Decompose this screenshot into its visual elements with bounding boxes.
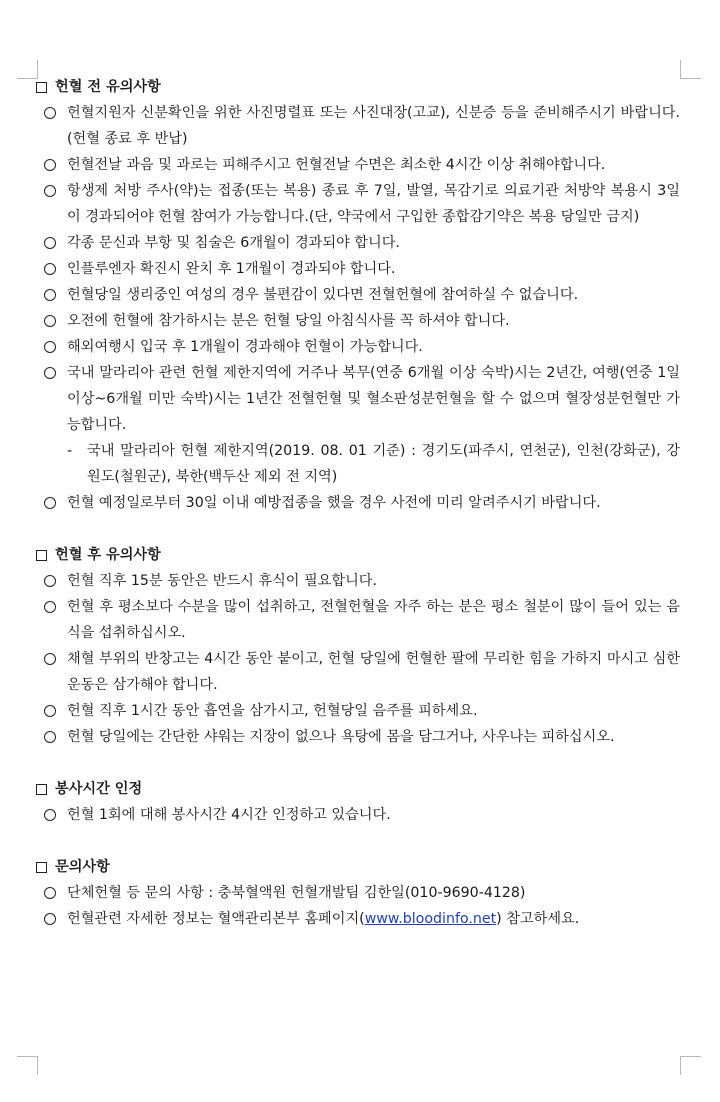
- section-heading: [36, 542, 680, 568]
- list-item: [36, 490, 680, 516]
- list-item-text: 해외여행시 입국 후 1개월이 경과해야 헌혈이 가능합니다.: [67, 339, 423, 355]
- section-before-donation: [36, 74, 680, 516]
- section-heading: [36, 776, 680, 802]
- list-item: [36, 360, 680, 438]
- list-item: [36, 568, 680, 594]
- circle-bullet-icon: [44, 497, 56, 509]
- homepage-info-text: [67, 906, 680, 932]
- list-item: [36, 100, 680, 152]
- section-heading: [36, 854, 680, 880]
- list-item-text: 헌혈 당일에는 간단한 샤워는 지장이 없으나 욕탕에 몸을 담그거나, 사우나는 피하십시오.: [67, 729, 615, 745]
- list-item: [36, 152, 680, 178]
- list-item-text: 헌혈지원자 신분확인을 위한 사진명렬표 또는 사진대장(고교), 신분증 등을 준비해주시기 바랍니다.(헌혈 종료 후 반납): [67, 105, 680, 147]
- circle-bullet-icon: [44, 263, 56, 275]
- crop-mark-top-left: [17, 60, 38, 79]
- crop-mark-bottom-left: [17, 1056, 38, 1075]
- square-bullet-icon: [36, 82, 47, 93]
- list-item: [36, 906, 680, 932]
- circle-bullet-icon: [44, 367, 56, 379]
- square-bullet-icon: [36, 784, 47, 795]
- circle-bullet-icon: [44, 185, 56, 197]
- list-item-text: 헌혈 후 평소보다 수분을 많이 섭취하고, 전혈헌혈을 자주 하는 분은 평소 철분이 많이 들어 있는 음식을 섭취하십시오.: [67, 599, 680, 641]
- circle-bullet-icon: [44, 913, 56, 925]
- circle-bullet-icon: [44, 159, 56, 171]
- homepage-text-after: ) 참고하세요.: [496, 911, 580, 927]
- circle-bullet-icon: [44, 731, 56, 743]
- list-item-text: 헌혈 예정일로부터 30일 이내 예방접종을 했을 경우 사전에 미리 알려주시기 바랍니다.: [67, 495, 601, 511]
- list-item: [36, 880, 680, 906]
- circle-bullet-icon: [44, 809, 56, 821]
- section-title: 헌혈 전 유의사항: [55, 79, 161, 95]
- list-item-text: 항생제 처방 주사(약)는 접종(또는 복용) 종료 후 7일, 발열, 목감기로 의료기관 처방약 복용시 3일이 경과되어야 헌혈 참여가 가능합니다.(단, 약국에서 구입한 종합감기약은 복용 당일만 금지): [67, 183, 680, 225]
- crop-mark-bottom-right: [680, 1056, 701, 1075]
- section-title: 문의사항: [55, 859, 110, 875]
- circle-bullet-icon: [44, 575, 56, 587]
- circle-bullet-icon: [44, 315, 56, 327]
- square-bullet-icon: [36, 862, 47, 873]
- list-item-text: 단체헌혈 등 문의 사항 : 충북혈액원 헌혈개발팀 김한일(010-9690-4128): [67, 885, 526, 901]
- circle-bullet-icon: [44, 107, 56, 119]
- list-item-text: 인플루엔자 확진시 완치 후 1개월이 경과되야 합니다.: [67, 261, 396, 277]
- list-item: [36, 334, 680, 360]
- list-item-text: 헌혈 1회에 대해 봉사시간 4시간 인정하고 있습니다.: [67, 807, 391, 823]
- dash-bullet: -: [67, 443, 73, 459]
- list-item: [36, 256, 680, 282]
- section-title: 봉사시간 인정: [55, 781, 143, 797]
- circle-bullet-icon: [44, 341, 56, 353]
- list-item-text: 국내 말라리아 관련 헌혈 제한지역에 거주나 복무(연중 6개월 이상 숙박)시는 2년간, 여행(연중 1일 이상~6개월 미만 숙박)시는 1년간 전혈헌혈 및 혈소판성분헌혈을 할 수 없으며 혈장성분헌혈만 가능합니다.: [67, 365, 680, 433]
- list-item-text: 오전에 헌혈에 참가하시는 분은 헌혈 당일 아침식사를 꼭 하셔야 합니다.: [67, 313, 510, 329]
- list-item-text: 각종 문신과 부항 및 침술은 6개월이 경과되야 합니다.: [67, 235, 400, 251]
- list-item: [36, 698, 680, 724]
- list-item: [36, 178, 680, 230]
- circle-bullet-icon: [44, 601, 56, 613]
- list-item-text: 헌혈전날 과음 및 과로는 피해주시고 헌혈전날 수면은 최소한 4시간 이상 취해야합니다.: [67, 157, 606, 173]
- homepage-text-before: 헌혈관련 자세한 정보는 혈액관리본부 홈페이지(: [67, 911, 365, 927]
- circle-bullet-icon: [44, 705, 56, 717]
- crop-mark-top-right: [680, 60, 701, 79]
- document-body: [36, 74, 680, 932]
- list-item-text: 헌혈 직후 1시간 동안 흡연을 삼가시고, 헌혈당일 음주를 피하세요.: [67, 703, 478, 719]
- circle-bullet-icon: [44, 289, 56, 301]
- list-item-text: 헌혈당일 생리중인 여성의 경우 불편감이 있다면 전혈헌혈에 참여하실 수 없습니다.: [67, 287, 579, 303]
- list-item-text: 채혈 부위의 반창고는 4시간 동안 붙이고, 헌혈 당일에 헌혈한 팔에 무리한 힘을 가하지 마시고 심한 운동은 삼가해야 합니다.: [67, 651, 680, 693]
- list-item: [36, 802, 680, 828]
- section-inquiries: [36, 854, 680, 932]
- section-title: 헌혈 후 유의사항: [55, 547, 161, 563]
- bloodinfo-link[interactable]: www.bloodinfo.net: [364, 911, 497, 927]
- circle-bullet-icon: [44, 237, 56, 249]
- malaria-region-note: [67, 438, 680, 490]
- section-after-donation: [36, 542, 680, 750]
- list-item-text: 헌혈 직후 15분 동안은 반드시 휴식이 필요합니다.: [67, 573, 378, 589]
- list-item: [36, 646, 680, 698]
- list-item: [36, 230, 680, 256]
- malaria-region-text: 국내 말라리아 헌혈 제한지역(2019. 08. 01 기준) : 경기도(파주시, 연천군), 인천(강화군), 강원도(철원군), 북한(백두산 제외 전 지역): [87, 443, 680, 485]
- circle-bullet-icon: [44, 653, 56, 665]
- list-item: [36, 282, 680, 308]
- section-volunteer-hours: [36, 776, 680, 828]
- list-item: [36, 308, 680, 334]
- list-item: [36, 594, 680, 646]
- list-item: [36, 724, 680, 750]
- square-bullet-icon: [36, 550, 47, 561]
- circle-bullet-icon: [44, 887, 56, 899]
- section-heading: [36, 74, 680, 100]
